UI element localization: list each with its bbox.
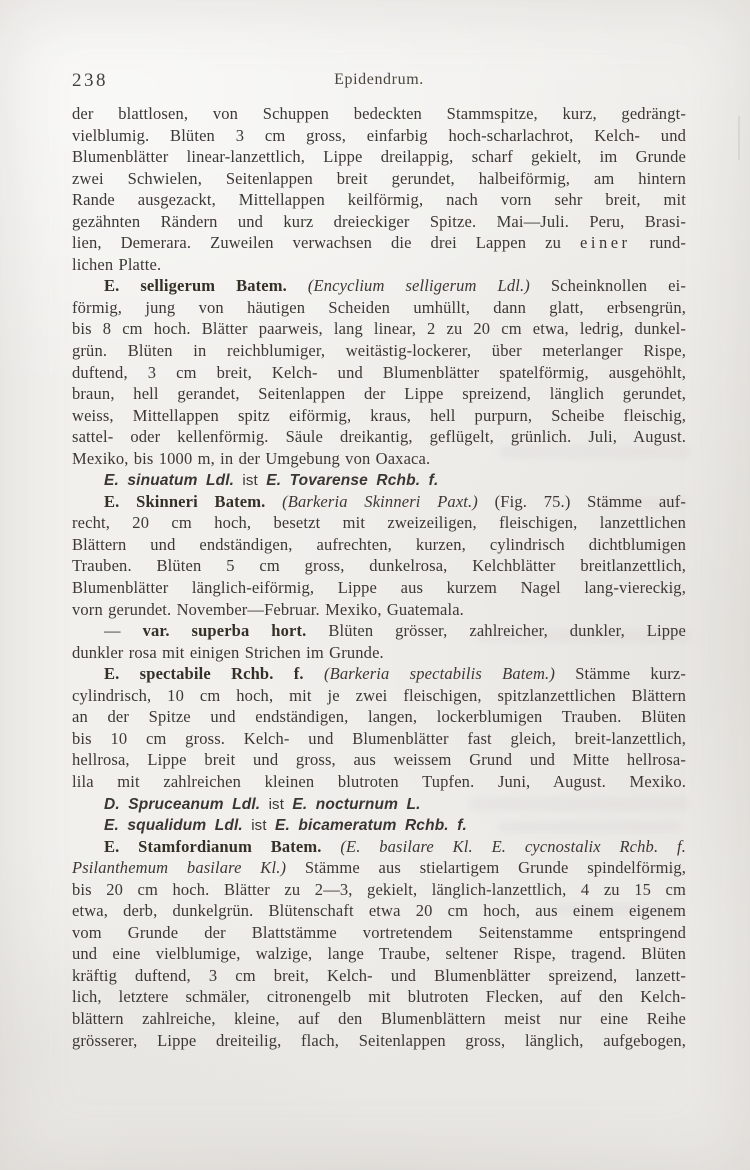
text-line xyxy=(72,448,686,470)
text-line xyxy=(72,103,686,125)
text-run: cylindrisch, 10 cm hoch, mit je zwei fleischigen, spitzlanzettlichen Blättern xyxy=(72,685,686,705)
text-run: (Fig. 75.) Stämme auf- xyxy=(477,491,687,511)
text-run: kräftig duftend, 3 cm breit, Kelch- und Blumenblätter spreizend, lanzett- xyxy=(72,965,686,985)
text-run: dunkler rosa mit einigen Strichen im Grunde. xyxy=(72,642,384,662)
text-line xyxy=(72,340,686,362)
text-line xyxy=(72,405,686,427)
text-line xyxy=(72,857,686,879)
text-line xyxy=(72,168,686,190)
synonym-species: E. bicameratum Rchb. f. xyxy=(274,817,467,835)
text-line xyxy=(72,297,686,319)
text-line xyxy=(72,663,686,685)
text-line xyxy=(72,577,686,599)
text-run: und eine vielblumige, walzige, lange Traube, seltener Rispe, tragend. Blüten xyxy=(72,944,686,964)
text-line xyxy=(72,318,686,340)
synonym-parenthetical: (E. basilare Kl. E. cycnostalix Rchb. f. xyxy=(321,836,686,856)
text-run: Scheinknollen ei- xyxy=(529,276,686,296)
text-line xyxy=(72,836,686,858)
text-line xyxy=(72,749,686,771)
page-header xyxy=(72,69,686,93)
text-run: lich, letztere schmäler, citronengelb mit blutroten Flecken, auf den Kelch- xyxy=(72,987,686,1007)
text-run: duftend, 3 cm breit, Kelch- und Blumenblätter spatelförmig, ausgehöhlt, xyxy=(72,362,686,382)
text-run: rund- xyxy=(630,233,686,253)
text-run: zwei Schwielen, Seitenlappen breit gerundet, halbeiförmig, am hintern xyxy=(72,168,686,188)
text-line xyxy=(72,1008,686,1030)
species-heading: E. spectabile Rchb. f. xyxy=(104,664,304,684)
text-run: lila mit zahlreichen kleinen blutroten Tupfen. Juni, August. Mexiko. xyxy=(72,771,686,791)
text-line xyxy=(72,1030,686,1052)
variety-heading: var. superba hort. xyxy=(142,621,307,641)
text-run: gezähnten Rändern und kurz dreieckiger Spitze. Mai—Juli. Peru, Brasi- xyxy=(72,211,686,231)
text-line xyxy=(72,965,686,987)
species-heading: E. Stamfordianum Batem. xyxy=(104,836,322,856)
text-line xyxy=(72,211,686,233)
scan-edge-artifact xyxy=(738,116,740,160)
synonym-parenthetical: (Encyclium selligerum Ldl.) xyxy=(286,276,530,296)
text-line xyxy=(72,383,686,405)
text-line xyxy=(72,125,686,147)
text-line xyxy=(72,426,686,448)
text-run: Blättern und endständigen, aufrechten, kurzen, cylindrisch dichtblumigen xyxy=(72,534,686,554)
text-line xyxy=(72,534,686,556)
text-run: ist xyxy=(260,795,293,813)
text-run: grün. Blüten in reichblumiger, weitästig-lockerer, über meterlanger Rispe, xyxy=(72,341,686,361)
text-run: blättern zahlreiche, kleine, auf den Blumenblättern meist nur eine Reihe xyxy=(72,1008,686,1028)
text-line xyxy=(72,879,686,901)
text-run: recht, 20 cm hoch, besetzt mit zweizeiligen, fleischigen, lanzettlichen xyxy=(72,513,686,533)
text-line xyxy=(72,189,686,211)
text-run: sattel- oder kellenförmig. Säule dreikantig, geflügelt, grünlich. Juli, August. xyxy=(72,427,686,447)
text-line xyxy=(72,685,686,707)
text-run: Trauben. Blüten 5 cm gross, dunkelrosa, Kelchblätter breitlanzettlich, xyxy=(72,556,686,576)
synonym-parenthetical: (Barkeria Skinneri Paxt.) xyxy=(265,491,478,511)
text-run: Stämme aus stielartigem Grunde spindelförmig, xyxy=(286,858,686,878)
text-line xyxy=(72,900,686,922)
text-line xyxy=(72,986,686,1008)
text-run: Blumenblätter länglich-eiförmig, Lippe aus kurzem Nagel lang-viereckig, xyxy=(72,578,686,598)
text-run: grösserer, Lippe dreiteilig, flach, Seitenlappen gross, länglich, aufgebogen, xyxy=(72,1030,686,1050)
text-run: Blumenblätter linear-lanzettlich, Lippe dreilappig, scharf gekielt, im Grunde xyxy=(72,147,686,167)
text-line xyxy=(72,728,686,750)
text-line xyxy=(72,232,686,254)
text-run: bis 8 cm hoch. Blätter paarweis, lang linear, 2 zu 20 cm etwa, ledrig, dunkel- xyxy=(72,319,686,339)
synonym-parenthetical: (Barkeria spectabilis Batem.) xyxy=(303,664,555,684)
text-run: Stämme kurz- xyxy=(554,664,686,684)
synonym-species: E. Tovarense Rchb. f. xyxy=(266,472,439,490)
text-run: Rande ausgezackt, Mittellappen keilförmig, nach vorn sehr breit, mit xyxy=(72,190,686,210)
text-run: bis 20 cm hoch. Blätter zu 2—3, gekielt, länglich-lanzettlich, 4 zu 15 cm xyxy=(72,879,686,899)
text-run: — xyxy=(104,621,143,641)
text-line xyxy=(72,771,686,793)
text-line xyxy=(72,922,686,944)
synonym-parenthetical: Psilanthemum basilare Kl.) xyxy=(72,858,287,878)
text-run: vom Grunde der Blattstämme vortretendem Seitenstamme entspringend xyxy=(72,922,686,942)
text-line xyxy=(72,620,686,642)
synonym-species: E. sinuatum Ldl. xyxy=(104,472,235,490)
synonym-species: E. nocturnum L. xyxy=(292,795,421,813)
text-line xyxy=(72,706,686,728)
text-line xyxy=(72,254,686,276)
body-text xyxy=(72,103,686,1051)
text-line xyxy=(72,943,686,965)
synonym-species: E. squalidum Ldl. xyxy=(104,817,243,835)
text-run: an der Spitze und endständigen, langen, lockerblumigen Trauben. Blüten xyxy=(72,707,686,727)
running-title: Epidendrum. xyxy=(334,71,424,88)
species-heading: E. selligerum Batem. xyxy=(104,276,287,296)
text-line xyxy=(72,469,686,491)
text-run: Mexiko, bis 1000 m, in der Umgebung von Oaxaca. xyxy=(72,448,431,468)
page-number: 238 xyxy=(72,70,108,91)
synonym-species: D. Spruceanum Ldl. xyxy=(104,795,261,813)
text-line xyxy=(72,362,686,384)
text-run: lien, Demerara. Zuweilen verwachsen die drei Lappen zu xyxy=(72,233,581,253)
emphasized-spaced-word: einer xyxy=(580,233,631,253)
text-line xyxy=(72,512,686,534)
text-line xyxy=(72,555,686,577)
text-line xyxy=(72,275,686,297)
text-run: vorn gerundet. November—Februar. Mexiko, Guatemala. xyxy=(72,599,464,619)
species-heading: E. Skinneri Batem. xyxy=(104,491,266,511)
text-run: braun, hell gerandet, Seitenlappen der Lippe spreizend, länglich gerundet, xyxy=(72,384,686,404)
text-line xyxy=(72,146,686,168)
text-run: förmig, jung von häutigen Scheiden umhüllt, dann glatt, erbsengrün, xyxy=(72,297,686,317)
text-line xyxy=(72,642,686,664)
text-run: ist xyxy=(234,472,267,490)
text-run: Blüten grösser, zahlreicher, dunkler, Lippe xyxy=(306,621,686,641)
text-line xyxy=(72,491,686,513)
text-line xyxy=(72,814,686,836)
text-run: der blattlosen, von Schuppen bedeckten Stammspitze, kurz, gedrängt- xyxy=(72,104,686,123)
text-run: etwa, derb, dunkelgrün. Blütenschaft etwa 20 cm hoch, aus einem eigenem xyxy=(72,901,686,921)
text-run: hellrosa, Lippe breit und gross, aus weissem Grund und Mitte hellrosa- xyxy=(72,750,686,770)
text-line xyxy=(72,793,686,815)
text-run: ist xyxy=(242,817,275,835)
text-run: lichen Platte. xyxy=(72,254,162,274)
text-run: weiss, Mittellappen spitz eiförmig, kraus, hell purpurn, Scheibe fleischig, xyxy=(72,405,686,425)
text-run: bis 10 cm gross. Kelch- und Blumenblätter fast gleich, breit-lanzettlich, xyxy=(72,728,686,748)
text-line xyxy=(72,599,686,621)
text-run: vielblumig. Blüten 3 cm gross, einfarbig hoch-scharlachrot, Kelch- und xyxy=(72,125,686,145)
